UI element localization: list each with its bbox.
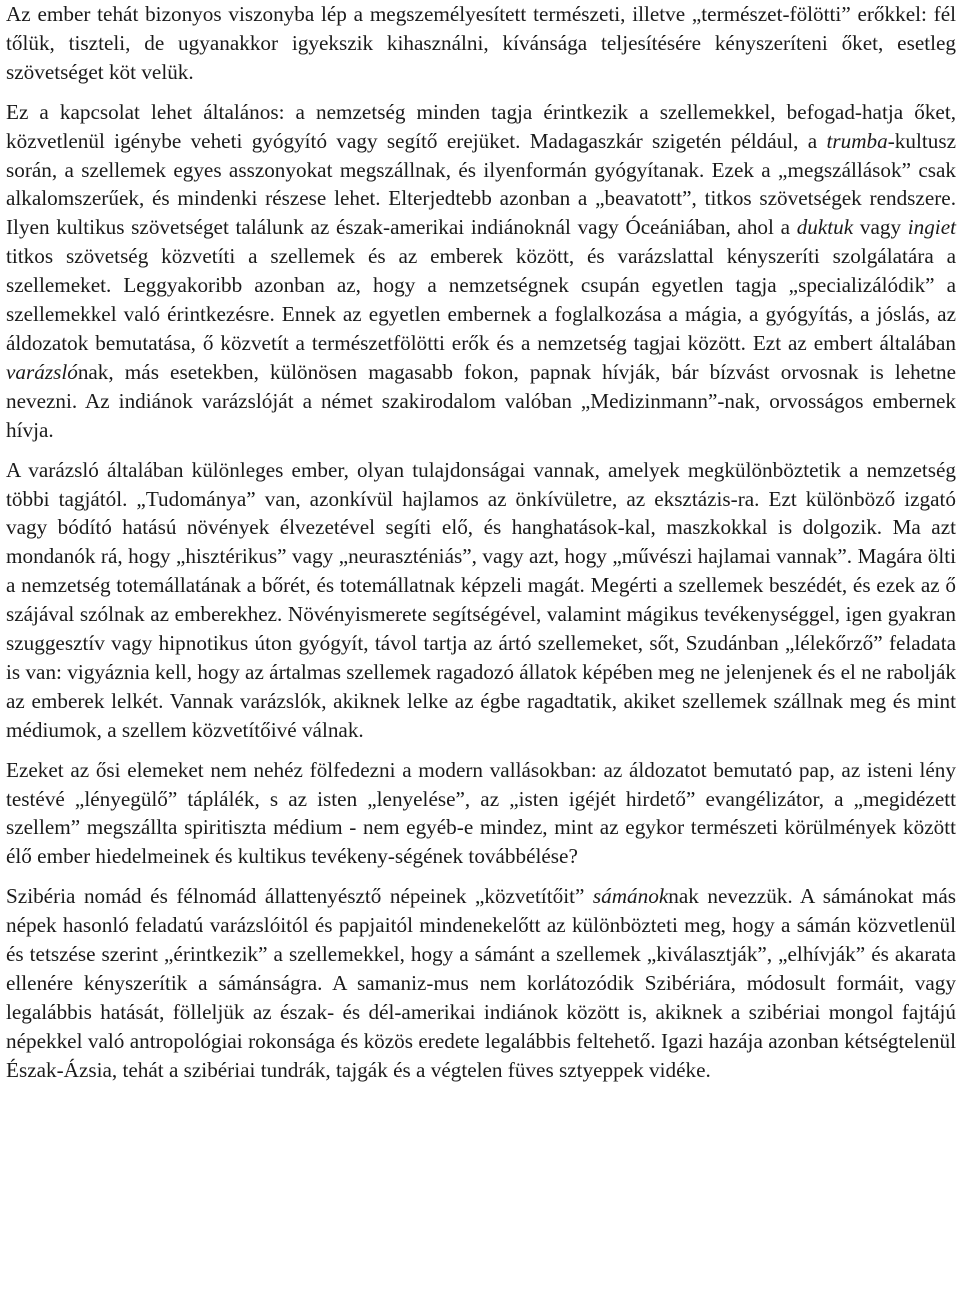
paragraph-2 (6, 98, 956, 445)
text-run: Szibéria nomád és félnomád állattenyésztő népeinek „közvetítőit” (6, 884, 593, 909)
paragraph-5 (6, 882, 956, 1084)
italic-term: varázsló (6, 359, 78, 384)
text-run: A varázsló általában különleges ember, olyan tulajdonságai vannak, amelyek megkülönböztetik a nemzetség többi tagjától. „Tudománya” van, azonkívül hajlamos az önkívületre, az eksztázis-ra. Ezt különböző izgató vagy bódító hatású növények élvezetével segíti elő, és hanghatások-kal, maszkokkal is dolgozik. Ma azt mondanók rá, hogy „hisztérikus” vagy „neuraszténiás”, vagy azt, hogy „művészi hajlamai vannak”. Magára ölti a nemzetség totemállatának a bőrét, és totemállatnak képzeli magát. Megérti a szellemek beszédét, és ezek az ő szájával szólnak az emberekhez. Növényismerete segítségével, valamint mágikus tevékenységgel, igen gyakran szuggesztív vagy hipnotikus úton gyógyít, távol tartja az ártó szellemeket, sőt, Szudánban „lélekőrző” feladata is van: vigyáznia kell, hogy az ártalmas szellemek ragadozó állatok képében meg ne jelenjenek és el ne rabolják az emberek lelkét. Vannak varázslók, akiknek lelke az égbe ragadtatik, akiket szellemek szállnak meg és mint médiumok, a szellem közvetítőivé válnak. (6, 457, 956, 742)
paragraph-4 (6, 756, 956, 872)
italic-term: sámánok (592, 884, 669, 909)
paragraph-3 (6, 456, 956, 745)
paragraph-1 (6, 0, 956, 87)
text-run: Az ember tehát bizonyos viszonyba lép a megszemélyesített természeti, illetve „természet-fölötti” erőkkel: fél tőlük, tiszteli, de ugyanakkor igyekszik kihasználni, kívánsága teljesítésére kényszeríteni őket, esetleg szövetséget köt velük. (6, 2, 956, 84)
text-run: vagy (853, 215, 908, 240)
text-run: -kultusz során, a szellemek egyes asszonyokat megszállnak, és ilyenformán gyógyítanak. Ezek a „megszállások” csak alkalomszerűek, és mindenki részese lehet. Elterjedtebb azonban a „beavatott”, titkos szövetségek rendszere. Ilyen kultikus szövetséget találunk az észak-amerikai indiánoknál vagy Óceániában, ahol a (6, 128, 956, 240)
text-run: titkos szövetség közvetíti a szellemek és az emberek között, és varázslattal kényszeríti szolgálatára a szellemeket. Leggyakoribb azonban az, hogy a nemzetségnek csupán egyetlen tagja „specializálódik” a szellemekkel való érintkezésre. Ennek az egyetlen embernek a foglalkozása a mágia, a gyógyítás, a jóslás, az áldozatok bemutatása, ő közvetít a természetfölötti erők és a nemzetség tagjai között. Ezt az embert általában (6, 244, 956, 355)
text-run: Ez a kapcsolat lehet általános: a nemzetség minden tagja érintkezik a szellemekkel, befogad-hatja őket, közvetlenül igénybe veheti gyógyító vagy segítő erejüket. Madagaszkár szigetén például, a (6, 99, 956, 153)
italic-term: ingiet (907, 215, 956, 240)
text-run: nak nevezzük. A sámánokat más népek hasonló feladatú varázslóitól és papjaitól mindenekelőtt az különbözteti meg, hogy a sámán közvetlenül és tetszése szerint „érintkezik” a szellemekkel, hogy a sámánt a szellemek „kiválasztják”, „elhívják” és akarata ellenére kényszerítik a sámánságra. A samaniz-mus nem korlátozódik Szibériára, módosult formáit, vagy legalábbis hatását, fölleljük az észak- és dél-amerikai indiánok között is, akiknek a szibériai mongol fajtájú népekkel való antropológiai rokonsága és közös eredete legalábbis feltehető. Igazi hazája azonban kétségtelenül Észak-Ázsia, tehát a szibériai tundrák, tajgák és a végtelen füves sztyeppek vidéke. (6, 884, 956, 1082)
text-run: nak, más esetekben, különösen magasabb fokon, papnak hívják, bár bízvást orvosnak is lehetne nevezni. Az indiánok varázslóját a német szakirodalom valóban „Medizinmann”-nak, orvosságos embernek hívja. (6, 359, 956, 442)
text-run: Ezeket az ősi elemeket nem nehéz fölfedezni a modern vallásokban: az áldozatot bemutató pap, az isteni lény testévé „lényegülő” táplálék, s az isten „lenyelése”, az „isten igéjét hirdető” evangélizátor, a „megidézett szellem” megszállta spiritiszta médium - nem egyéb-e mindez, mint az egykor természeti körülmények között élő ember hiedelmeinek és kultikus tevékeny-ségének továbbélése? (6, 757, 956, 869)
italic-term: trumba (826, 128, 888, 153)
italic-term: duktuk (796, 215, 854, 240)
